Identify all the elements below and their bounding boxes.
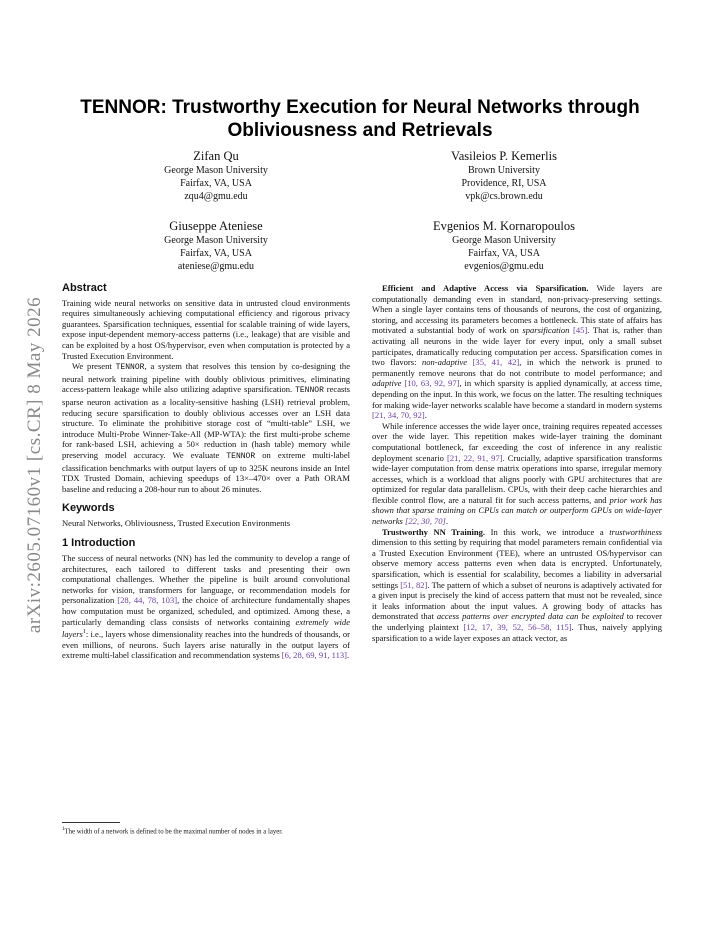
text-run: to recover the underlying plaintext	[372, 611, 662, 632]
author-block-1	[96, 148, 336, 203]
system-name: TENNOR	[115, 363, 145, 373]
text-run: .	[347, 650, 350, 661]
text-run: , the choice of architecture fundamentally shapes how computation must be organized, scheduled, and optimized. Among these, a particularly demanding class consists of networks containing	[62, 595, 350, 627]
text-run: . Thus, naively applying sparsification to a wide layer exposes an attack vector, as	[372, 622, 662, 643]
footnote-text: The width of a network is defined to be the maximal number of nodes in a layer.	[64, 828, 283, 836]
text-run: The success of neural networks (NN) has led the community to develop a range of architectures, each tailored to different tasks and presenting their own computational challenges. Whether the pipeline is built around convolutional networks for vision, transformers for language, or recommendation models for personalization	[62, 553, 350, 606]
emphasis: prior work has shown that sparse training on CPUs can match or outperform GPUs on wide-layer networks	[372, 494, 662, 527]
intro-paragraph-1: The success of neural networks (NN) has led the community to develop a range of architectures, each tailored to different tasks and presenting their own computational challenges. Whether the pipeline is built around convolutional networks for vision, transformers for language, or recommendation models for personalization [28, 44, 78, 103], the choice of architecture fundamentally shapes how computation must be organized, scheduled, and optimized. Among these, a particularly demanding class consists of networks containing extremely wide layers$^1$: i.e., layers whose dimensionality reaches into the hundreds of thousands, or even millions, of neurons. Such layers arise naturally in the output layers of extreme multi-label classification and recommendation systems [6, 28, 69, 91, 113].	[62, 553, 350, 661]
text-run: , in which sparsity is applied dynamically, at access time, depending on the input. In this work, we focus on the latter. The resulting techniques for making wide-layer networks scalable have become a standard in modern systems	[372, 378, 663, 410]
author-location: Fairfax, VA, USA	[468, 248, 540, 259]
author-affiliation: George Mason University	[164, 235, 268, 246]
text-run: While inference accesses the wide layer once, training requires repeated accesses over the wide layer. This repetition makes wide-layer training the dominant computational bottleneck, far exceeding the cost of inference in any realistic deployment scenario	[372, 420, 662, 463]
author-name: Vasileios P. Kemerlis	[451, 149, 557, 163]
citation-link[interactable]: [22, 30, 70]	[405, 516, 446, 527]
abstract-paragraph-2	[62, 361, 350, 494]
author-block-2	[384, 148, 624, 203]
citation-link[interactable]: [45]	[573, 325, 588, 336]
system-name: TENNOR	[226, 451, 256, 461]
text-run: on extreme multi-label classification benchmarks with output layers of up to 325K neurons inside an Intel TDX Trusted Domain, achieving speedups of 13×–470× over a Path ORAM baseline and reducing a 208-hour run to about 26 minutes.	[62, 449, 351, 494]
citation-link[interactable]: [28, 44, 78, 103]	[117, 595, 178, 606]
left-column	[62, 283, 350, 661]
author-location: Fairfax, VA, USA	[180, 248, 252, 259]
author-email[interactable]: evgenios@gmu.edu	[464, 261, 544, 272]
author-location: Providence, RI, USA	[461, 178, 547, 189]
keywords-text: Neural Networks, Obliviousness, Trusted Execution Environments	[62, 517, 291, 528]
system-name: TENNOR	[295, 386, 324, 396]
text-run: recasts sparse neuron activation as a locality-sensitive hashing (LSH) retrieval problem, reducing secure sparsification to doubly oblivious accesses over an LSH data structure. To eliminate the prohibitive storage cost of “multi-table” LSH, we introduce Multi-Probe Winner-Take-All (MP-WTA): the first multi-probe scheme for rank-based LSH, achieving a 50× reduction in (hash table) memory while preserving model accuracy. We evaluate	[62, 384, 351, 460]
citation-link[interactable]: [51, 82]	[400, 579, 428, 590]
right-paragraph-3	[372, 527, 662, 644]
text-run: Wide layers are computationally demanding even in standard, non-privacy-preserving settings. When a single layer contains tens of thousands of neurons, the cost of organizing, storing, and accessing its parameters becomes a bottleneck. This state of affairs has motivated a substantial body of work on	[372, 283, 662, 336]
text-run: .	[445, 516, 448, 527]
paper-title	[60, 96, 660, 142]
keywords-heading: Keywords	[62, 502, 115, 515]
text-run: , in which the network is pruned to permanently remove neurons that do not contribute to model performance; and	[372, 357, 662, 378]
emphasis: non-adaptive	[421, 357, 468, 368]
arxiv-id: arXiv:2605.07160v1 [cs.CR] 8 May 2026	[24, 296, 45, 634]
right-column	[372, 283, 662, 643]
emphasis: adaptive	[372, 378, 402, 389]
author-affiliation: Brown University	[468, 165, 540, 176]
right-paragraph-1	[372, 283, 662, 421]
footnote-rule	[62, 822, 120, 823]
author-block-3	[96, 218, 336, 273]
author-name: Giuseppe Ateniese	[169, 219, 263, 233]
run-in-heading: Trustworthy NN Training.	[382, 526, 486, 537]
text-run: : i.e., layers whose dimensionality reaches into the hundreds of thousands, or even millions, of neurons. Such layers arise naturally in the output layers of extreme multi-label classification and recommendation systems	[62, 629, 350, 661]
abstract-paragraph-1: Training wide neural networks on sensitive data in untrusted cloud environments requires simultaneously achieving computational efficiency and rigorous privacy guarantees. Sparsification techniques, essential for scalable training of wide layers, expose input-dependent memory-access patterns (i.e., leakage) that are visible and can be exploited by a host OS/hypervisor, even when computation is protected by a Trusted Execution Environment.	[62, 297, 350, 361]
section-heading-introduction: 1 Introduction	[62, 537, 136, 550]
emphasis: extremely wide layers	[62, 616, 350, 640]
author-email[interactable]: ateniese@gmu.edu	[177, 261, 255, 272]
text-run: .	[424, 410, 427, 421]
author-affiliation: George Mason University	[452, 235, 556, 246]
text-run: , a system that resolves this tension by co-designing the neural network training pipeline with doubly oblivious primitives, eliminating access-pattern leakage while also utilizing adaptive sparsification.	[62, 361, 350, 395]
citation-link[interactable]: [21, 22, 91, 97]	[447, 452, 503, 463]
author-email[interactable]: zqu4@gmu.edu	[184, 191, 248, 202]
author-email[interactable]: vpk@cs.brown.edu	[465, 191, 543, 202]
text-run: . That is, rather than activating all neurons in the wide layer for every input, only a small subset participates, dramatically reducing computation per access. Sparsification comes in two flavors:	[372, 325, 662, 368]
author-affiliation: George Mason University	[164, 165, 268, 176]
text-run: . The pattern of which a subset of neurons is adaptively activated for a given input is precisely the kind of access pattern that must not be revealed, since it leaks information about the input values. A growing body of attacks has demonstrated that	[372, 579, 662, 622]
citation-link[interactable]: [10, 63, 92, 97]	[404, 378, 460, 389]
text-run: . Crucially, adaptive sparsification transforms wide-layer computation from dense matrix operations into sparse, irregular memory accesses, which is a workload that aligns poorly with GPU architectures that are optimized for regular data parallelism. CPUs, with their deep cache hierarchies and flexible control flow, are a natural fit for such access patterns, and	[372, 452, 663, 505]
author-name: Zifan Qu	[193, 149, 239, 163]
citation-link[interactable]: [12, 17, 39, 52, 56–58, 115]	[463, 622, 572, 632]
arxiv-stamp	[20, 245, 50, 685]
run-in-heading: Efficient and Adaptive Access via Sparsification.	[382, 283, 589, 293]
text-run: dimension to this setting by requiring that model parameters remain confidential via a Trusted Execution Environment (TEE), where an untrusted OS/hypervisor can observe memory access patterns even when data is encrypted. Unfortunately, sparsification, which is essential for scalability, becomes a liability in adversarial settings	[372, 537, 662, 590]
emphasis: access patterns over encrypted data can be exploited	[436, 611, 624, 622]
author-block-4	[384, 218, 624, 273]
citation-link[interactable]: [21, 34, 70, 92]	[372, 410, 425, 421]
emphasis: sparsification	[522, 325, 570, 336]
abstract-heading: Abstract	[62, 282, 107, 294]
citation-link[interactable]: [35, 41, 42]	[472, 357, 520, 368]
emphasis: trustworthiness	[609, 526, 662, 537]
title-line-2: Obliviousness and Retrievals	[227, 120, 493, 141]
footnote: $^1$The width of a network is defined to be the maximal number of nodes in a layer.	[62, 827, 283, 836]
citation-link[interactable]: [6, 28, 69, 91, 113]	[281, 650, 347, 661]
right-paragraph-2	[372, 421, 662, 527]
text-run: We present	[72, 361, 116, 372]
text-run: In this work, we introduce a	[485, 526, 610, 537]
title-line-1: TENNOR: Trustworthy Execution for Neural Networks through	[80, 97, 640, 118]
author-location: Fairfax, VA, USA	[180, 178, 252, 189]
author-name: Evgenios M. Kornaropoulos	[433, 219, 575, 233]
